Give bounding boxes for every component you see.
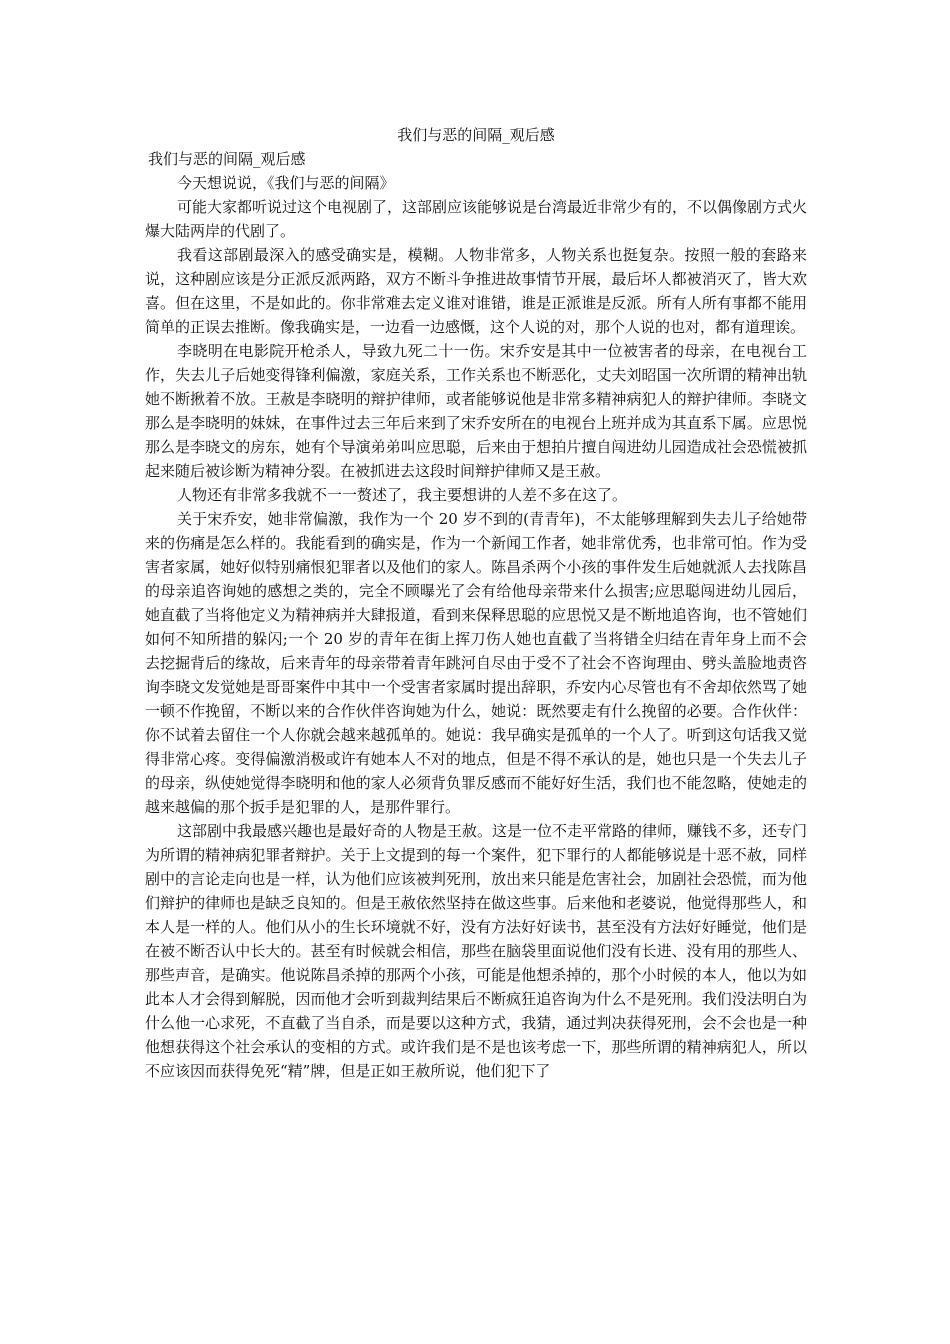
paragraph: 关于宋乔安，她非常偏激，我作为一个 20 岁不到的(青青年)，不太能够理解到失去儿子给她带来的伤痛是怎么样的。我能看到的确实是，作为一个新闻工作者，她非常优秀，也非常可怕。作为受害者家属，她好似特别痛恨犯罪者以及他们的家人。陈昌杀两个小孩的事件发生后她就派人去找陈昌的母亲追咨询她的感想之类的，完全不顾曝光了会有给他母亲带来什么损害;应思聪闯进幼儿园后，她直截了当将他定义为精神病并大肆报道，看到来保释思聪的应思悦又是不断地追咨询，也不管她们如何不知所措的躲闪;一个 20 岁的青年在街上挥刀伤人她也直截了当将错全归结在青年身上而不会去挖掘背后的缘故，后来青年的母亲带着青年跳河自尽由于受不了社会不咨询理由、劈头盖脸地责咨询李晓文发觉她是哥哥案件中其中一个受害者家属时提出辞职，乔安内心尽管也有不舍却依然骂了她一顿不作挽留，不断以来的合作伙伴咨询她为什么，她说：既然要走有什么挽留的必要。合作伙伴：你不试着去留住一个人你就会越来越孤单的。她说：我早确实是孤单的一个人了。听到这句话我又觉得非常心疼。变得偏激消极或许有她本人不对的地点，但是不得不承认的是，她也只是一个失去儿子的母亲，纵使她觉得李晓明和他的家人必须背负罪反感而不能好好生活，我们也不能忽略，使她走的越来越偏的那个扳手是犯罪的人，是那件罪行。 <box>145 510 807 816</box>
paragraph: 人物还有非常多我就不一一赘述了，我主要想讲的人差不多在这了。 <box>177 486 628 504</box>
paragraph: 可能大家都听说过这个电视剧了，这部剧应该能够说是台湾最近非常少有的，不以偶像剧方式火爆大陆两岸的代剧了。 <box>145 198 808 240</box>
paragraph: 这部剧中我最感兴趣也是最好奇的人物是王赦。这是一位不走平常路的律师，赚钱不多，还专门为所谓的精神病犯罪者辩护。关于上文提到的每一个案件，犯下罪行的人都能够说是十恶不赦，同样剧中的言论走向也是一样，认为他们应该被判死刑，放出来只能是危害社会，加剧社会恐慌，而为他们辩护的律师也是缺乏良知的。但是王赦依然坚持在做这些事。后来他和老婆说，他觉得那些人，和本人是一样的人。他们从小的生长环境就不好，没有方法好好读书，甚至没有方法好好睡觉，他们是在被不断否认中长大的。甚至有时候就会相信，那些在脑袋里面说他们没有长进、没有用的那些人、那些声音，是确实。他说陈昌杀掉的那两个小孩，可能是他想杀掉的，那个小时候的本人，他以为如此本人才会得到解脱，因而他才会听到裁判结果后不断疯狂追咨询为什么不是死刑。我们没法明白为什么他一心求死，不直截了当自杀，而是要以这种方式，我猜，通过判决获得死刑，会不会也是一种他想获得这个社会承认的变相的方式。或许我们是不是也该考虑一下，那些所谓的精神病犯人，所以不应该因而获得免死“精”牌，但是正如王赦所说，他们犯下了 <box>145 822 808 1080</box>
paragraph: 李晓明在电影院开枪杀人，导致九死二十一伤。宋乔安是其中一位被害者的母亲，在电视台工作，失去儿子后她变得锋利偏激，家庭关系，工作关系也不断恶化，丈夫刘昭国一次所谓的精神出轨她不断揪着不放。王赦是李晓明的辩护律师，或者能够说他是非常多精神病犯人的辩护律师。李晓文那么是李晓明的妹妹，在事件过去三年后来到了宋乔安所在的电视台上班并成为其直系下属。应思悦那么是李晓文的房东，她有个导演弟弟叫应思聪，后来由于想拍片擅自闯进幼儿园造成社会恐慌被抓起来随后被诊断为精神分裂。在被抓进去这段时间辩护律师又是王赦。 <box>145 342 807 480</box>
document-title: 我们与恶的间隔_观后感 <box>397 126 555 144</box>
paragraph: 我看这部剧最深入的感受确实是，模糊。人物非常多，人物关系也挺复杂。按照一般的套路来说，这种剧应该是分正派反派两路，双方不断斗争推进故事情节开展，最后坏人都被消灭了，皆大欢喜。但在这里，不是如此的。你非常难去定义谁对谁错，谁是正派谁是反派。所有人所有事都不能用简单的正误去推断。像我确实是，一边看一边感慨，这个人说的对，那个人说的也对，都有道理诶。 <box>145 246 807 336</box>
paragraph: 今天想说说，《我们与恶的间隔》 <box>177 174 395 192</box>
document-subtitle: 我们与恶的间隔_观后感 <box>148 150 306 168</box>
document-page <box>145 123 807 1083</box>
